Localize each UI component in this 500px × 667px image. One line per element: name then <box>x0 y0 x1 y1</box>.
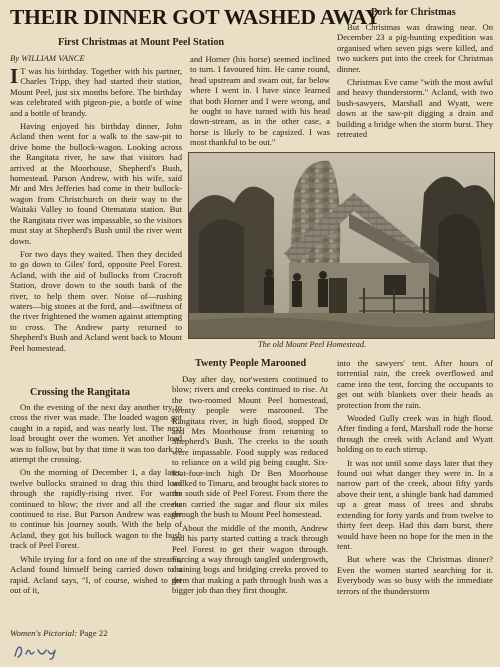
homestead-photo-image <box>189 153 494 338</box>
page-footer <box>10 628 108 638</box>
column-2-top <box>190 54 330 148</box>
paragraph <box>10 66 182 118</box>
paragraph: Day after day, nor'westers continued to blow; rivers and creeks continued to rise. At the two-roomed Mount Peel homestead, twenty people were marooned. The Rangitata river, in high flood, stopped Dr and Mrs Moorhouse from returning to Shepherd's Bush. The creeks to the south were impassable. Food supply was reduced to reliance on a wild pig being caught. Six-foot-four-inch high Dr Ben Moorhouse walked to Timaru, and brought back stores to the south side of Peel Forest. From there the men carried the sugar and flour six miles through the bush to Mount Peel homestead. <box>172 374 328 520</box>
paragraph: Having enjoyed his birthday dinner, John Acland then went for a walk to the saw-pit to drive home the bullock-wagon. Looking across the Rangitata river, he saw that visitors had arrived at the Moorhouse, Shepherd's Bush, homestead. Parson Andrew, with his wife, said Mr and Mrs Jefferies had come in their bullock-wagon from Christchurch on their way to the Waitaki Valley to found Otematata station. But the Rangitata river was impassable, so the visitors must stay at Shepherd's Bush until the river went down. <box>10 121 182 246</box>
paragraph: It was not until some days later that they found out what danger they were in. In a narrow part of the creek, about fifty yards above their tent, a shingle bank had dammed up a great mass of trees and shrubs extending for forty yards and from twelve to thirty feet deep. Had this dam burst, there would have been no hope for the men in the tent. <box>337 457 493 551</box>
column-3-top <box>337 22 493 150</box>
drop-cap: I <box>10 66 19 88</box>
article-subhead: First Christmas at Mount Peel Station <box>58 37 225 48</box>
section-heading-crossing: Crossing the Rangitata <box>30 387 130 398</box>
article-headline: THEIR DINNER GOT WASHED AWAY <box>10 5 381 29</box>
homestead-photograph <box>188 152 495 339</box>
section-heading-pork: Pork for Christmas <box>371 7 456 18</box>
column-1-bottom <box>10 402 182 624</box>
paragraph-text: T was his birthday. Together with his partner, Charles Tripp, they had started their station, Mount Peel, just six months before. The birthday was celebrated with pigeon-pie, a bottle of wine and a bottle of brandy. <box>10 66 182 118</box>
paragraph: Wooded Gully creek was in high flood. After finding a ford, Marshall rode the horse through the creek with Acland and Wyatt holding on to each stirrup. <box>337 413 493 455</box>
page-number: Page 22 <box>79 628 108 638</box>
paragraph: On the morning of December 1, a day later, twelve bullocks strained to drag this third load through the rapidly-rising river. For waters continued to blow; the river and all the creeks continued to rise. But Parson Andrew was eager to continue his journey south. With the help of Acland, they got his bullock wagon to the bush track of Peel Forest. <box>10 467 182 551</box>
handwritten-mark <box>12 640 67 662</box>
paragraph: For two days they waited. Then they decided to go down to Giles' ford, opposite Peel Forest. Acland, with the aid of bullocks from Cracroft Station, drove down to the south bank of the river, to help them over. Noise of—rushing waters—big stones at the ford, and—swiftness of the river frightened the women against attempting to cross. The Andrew party returned to Shepherd's Bush and Acland went back to Mount Peel homestead. <box>10 248 182 353</box>
publication-name: Women's Pictorial: <box>10 628 78 638</box>
paragraph: and Horner (his horse) seemed inclined to turn. I favoured him. He came round, head upstream and swam out, far below where I went in. I have since learned that both Horner and I were wrong, and he ought to have turned with his head down-stream, as in the other case, a horse is likely to be capsized. I was most thankful to be out." <box>190 54 330 148</box>
paragraph: into the sawyers' tent. After hours of torrential rain, the creek overflowed and came into the tent, forcing the occupants to get out with blankets over their heads as protection from the rain. <box>337 358 493 410</box>
section-heading-marooned: Twenty People Marooned <box>195 358 307 369</box>
column-2-bottom <box>172 374 328 664</box>
paragraph: On the evening of the next day another try to cross the river was made. The loaded wagon got caught in a rapid, and was nearly lost. The next load brought over the women. Yet another load was to follow, but by that time it was too dark to attempt the crossing. <box>10 402 182 465</box>
article-byline: By WILLIAM VANCE <box>10 53 85 63</box>
paragraph: But where was the Christmas dinner? Even the women started searching for it. Everybody was so busy with the immediate terrors of the thunderstorm <box>337 554 493 596</box>
paragraph: While trying for a ford on one of the streams, Acland found himself being carried down to a rapid. Acland says, "I, of course, wished to get out of it, <box>10 553 182 595</box>
photo-caption: The old Mount Peel Homestead. <box>258 340 367 349</box>
paragraph: Christmas Eve came "with the most awful and heavy thunderstorm." Acland, with two bush-sawyers, Marshall and Wyatt, were down at the saw-pit digging a drain and building a bridge when the storm burst. They retreated <box>337 77 493 140</box>
paragraph: But Christmas was drawing near. On December 23 a pig-hunting expedition was organised when seven pigs were killed, and two suckers put into the creek for Christmas dinner. <box>337 22 493 74</box>
column-1-top <box>10 66 182 386</box>
column-3-bottom <box>337 358 493 664</box>
paragraph: About the middle of the month, Andrew and his party started cutting a track through Peel Forest to get their wagon through. Forcing a way through tangled undergrowth, draining bogs and bridging creeks proved to them that making a path through bush was a bigger job than they first thought. <box>172 522 328 596</box>
